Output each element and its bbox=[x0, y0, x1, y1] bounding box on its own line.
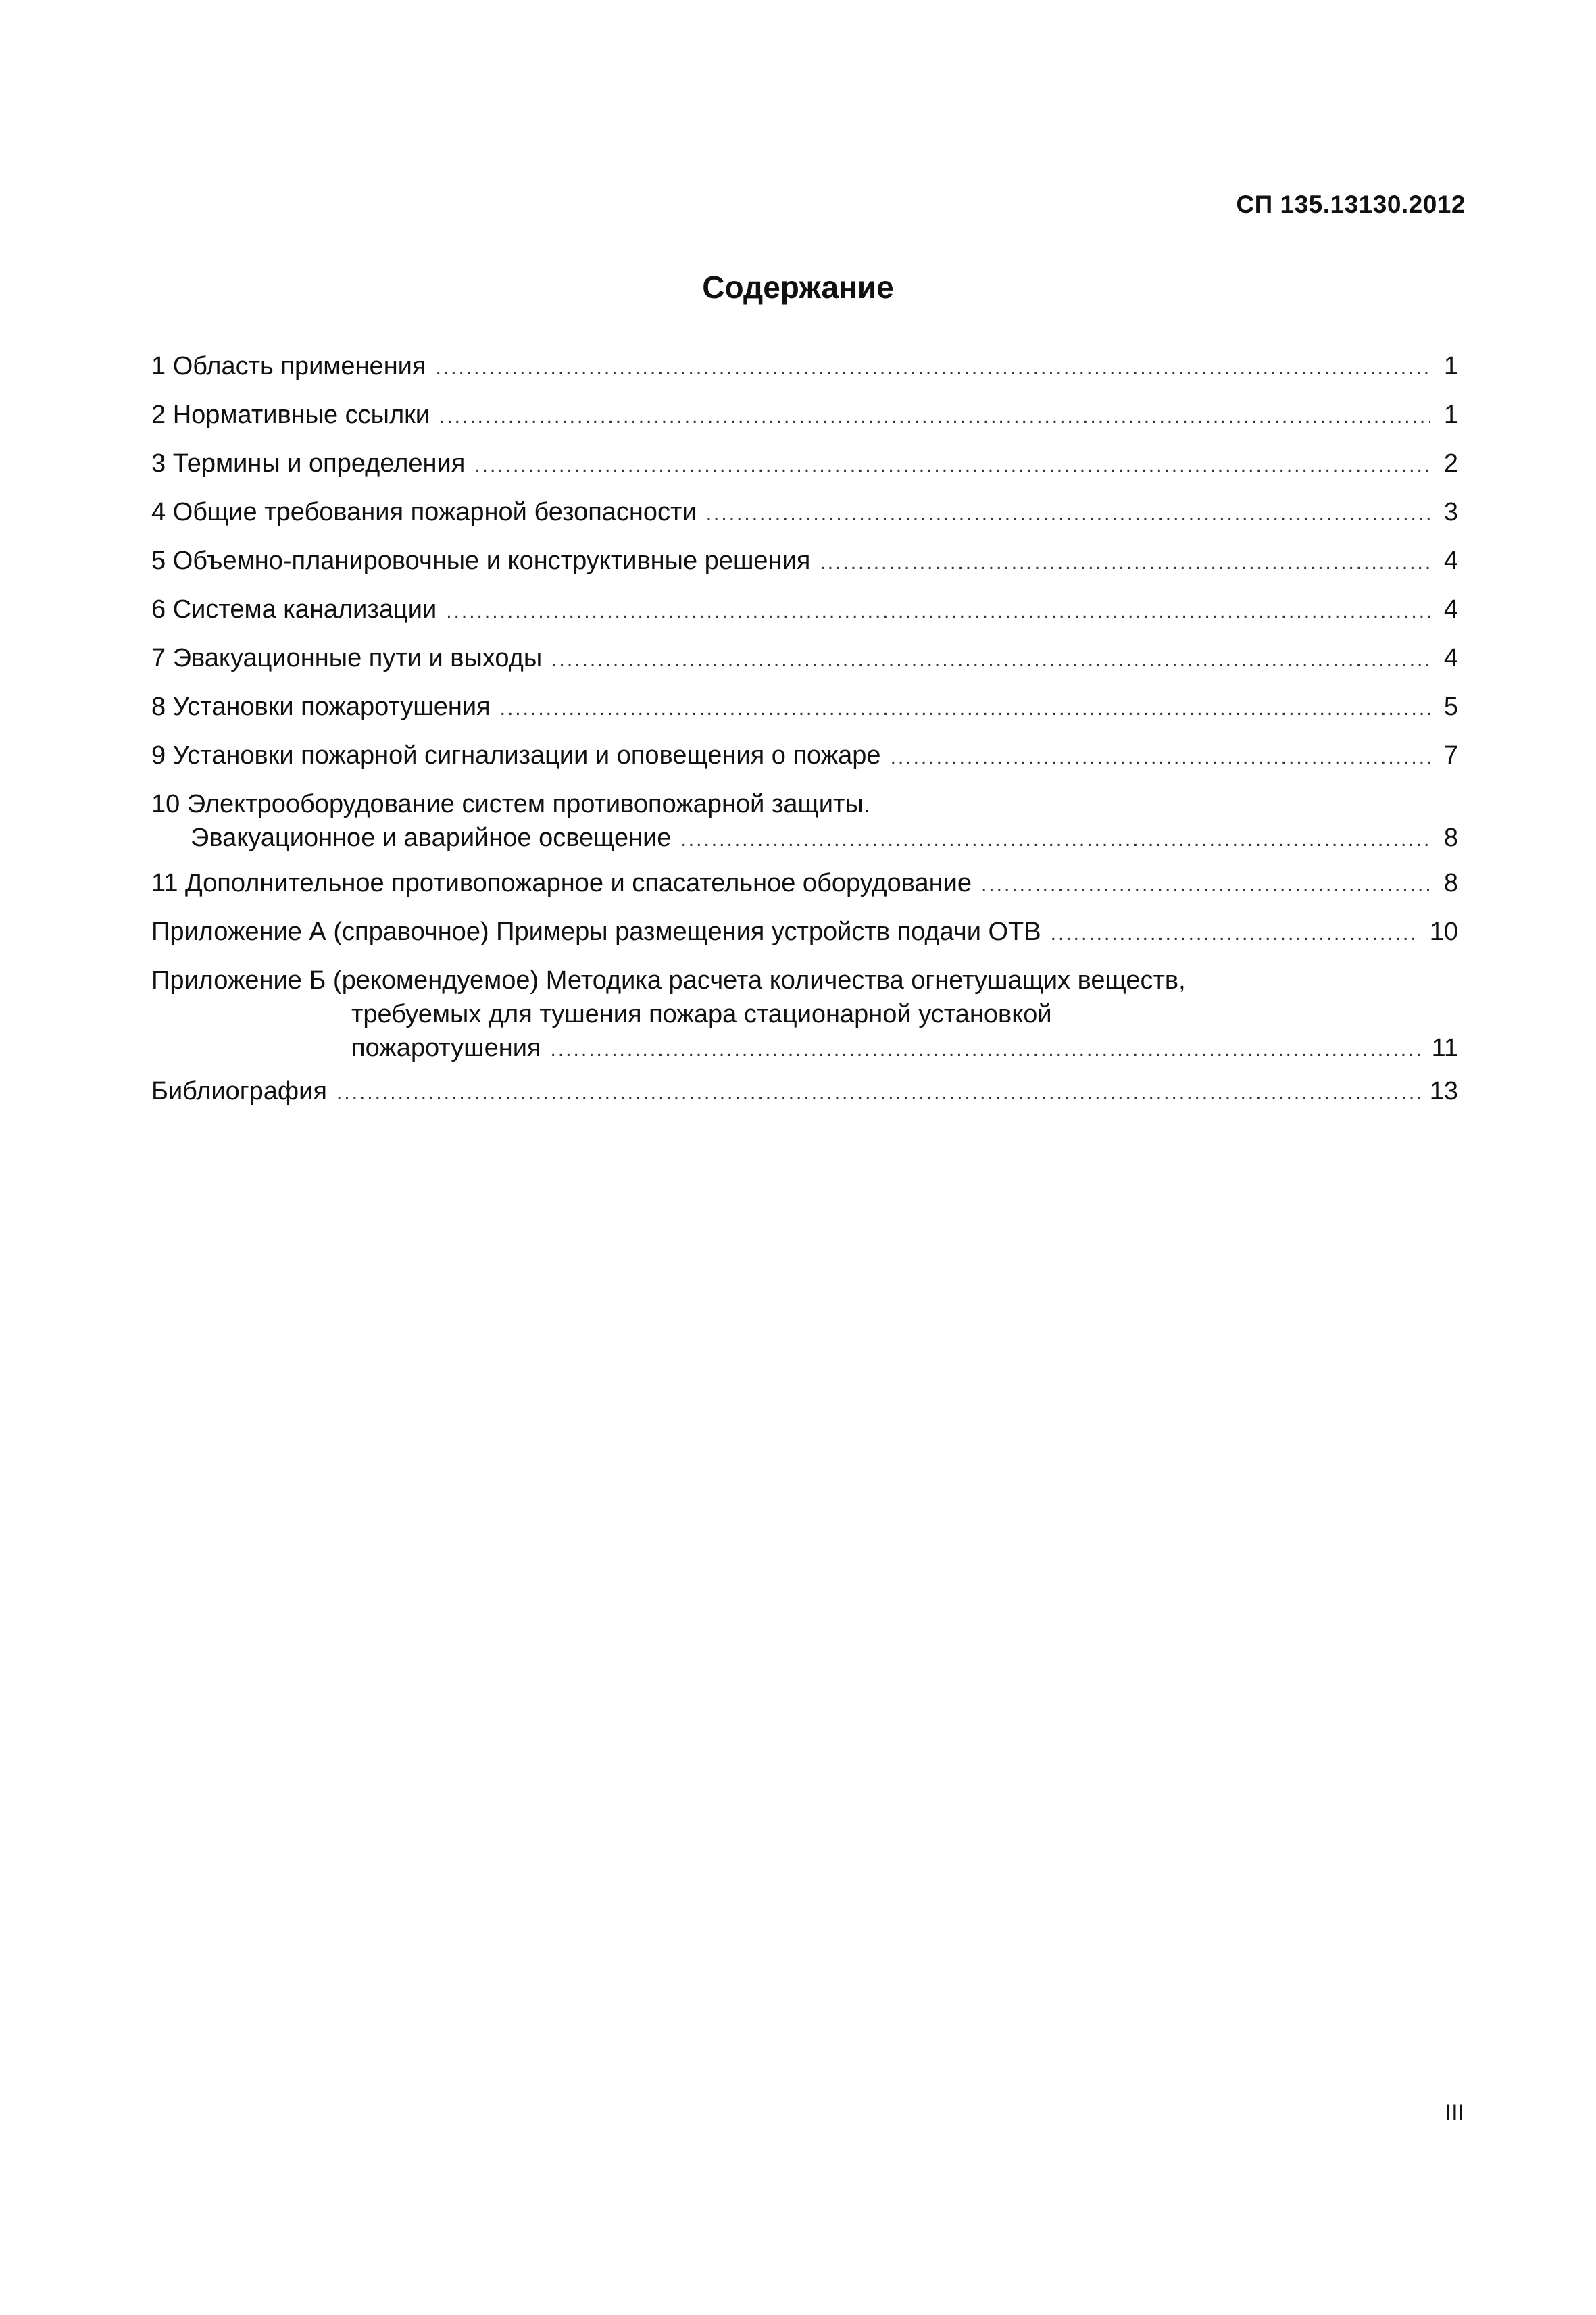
toc-entry-title: Приложение Б (рекомендуемое) Методика расчета количества огнетушащих веществ, bbox=[151, 966, 1186, 995]
toc-entry-page: 1 bbox=[1443, 352, 1458, 380]
toc-entry-page: 4 bbox=[1443, 644, 1458, 672]
toc-entry-title: 5 Объемно-планировочные и конструктивные решения bbox=[151, 547, 811, 575]
toc-entry-page: 2 bbox=[1443, 449, 1458, 478]
dot-leader bbox=[551, 1033, 1422, 1067]
toc-entry-title: 2 Нормативные ссылки bbox=[151, 401, 430, 429]
toc-title: Содержание bbox=[702, 270, 894, 305]
toc-entry-page: 4 bbox=[1443, 547, 1458, 575]
toc-entry-10[interactable] bbox=[151, 787, 1458, 857]
toc-entry-page: 10 bbox=[1429, 918, 1458, 946]
toc-entry-page: 13 bbox=[1429, 1077, 1458, 1105]
dot-leader bbox=[446, 595, 1430, 628]
dot-leader bbox=[981, 868, 1430, 902]
dot-leader bbox=[1051, 917, 1420, 951]
toc-entry-page: 7 bbox=[1443, 741, 1458, 770]
toc-entry-title: Приложение А (справочное) Примеры размещения устройств подачи ОТВ bbox=[151, 918, 1041, 946]
toc-entry-3[interactable] bbox=[151, 447, 1458, 482]
dot-leader bbox=[551, 643, 1430, 677]
toc-entry-title-continuation: пожаротушения bbox=[351, 1034, 541, 1062]
toc-entry-9[interactable] bbox=[151, 739, 1458, 774]
toc-entry-bibliography[interactable] bbox=[151, 1074, 1458, 1110]
toc-entry-page: 11 bbox=[1431, 1034, 1458, 1062]
toc-entry-8[interactable] bbox=[151, 690, 1458, 726]
toc-entry-page: 5 bbox=[1443, 693, 1458, 721]
dot-leader bbox=[474, 449, 1430, 482]
dot-leader bbox=[439, 400, 1430, 434]
toc-entry-title: 1 Область применения bbox=[151, 352, 426, 380]
page-number: III bbox=[1445, 2100, 1464, 2126]
toc-entry-2[interactable] bbox=[151, 398, 1458, 434]
toc-entry-page: 1 bbox=[1443, 401, 1458, 429]
toc-entry-page: 3 bbox=[1443, 498, 1458, 526]
dot-leader bbox=[680, 823, 1430, 857]
toc-entry-page: 4 bbox=[1443, 595, 1458, 624]
toc-entry-title: 3 Термины и определения bbox=[151, 449, 466, 478]
toc-entry-appendix-b[interactable] bbox=[151, 964, 1458, 1067]
toc-entry-title: 4 Общие требования пожарной безопасности bbox=[151, 498, 697, 526]
toc-entry-page: 8 bbox=[1443, 824, 1458, 852]
dot-leader bbox=[500, 692, 1430, 726]
toc-entry-page: 8 bbox=[1443, 869, 1458, 897]
dot-leader bbox=[820, 546, 1430, 580]
toc-entry-title: Библиография bbox=[151, 1077, 327, 1105]
document-code: СП 135.13130.2012 bbox=[1236, 191, 1466, 218]
toc-entry-title: 11 Дополнительное противопожарное и спасательное оборудование bbox=[151, 869, 972, 897]
toc-entry-4[interactable] bbox=[151, 495, 1458, 531]
dot-leader bbox=[336, 1076, 1420, 1110]
toc-entry-title-continuation: Эвакуационное и аварийное освещение bbox=[191, 824, 672, 852]
toc-entry-6[interactable] bbox=[151, 593, 1458, 628]
toc-entry-11[interactable] bbox=[151, 866, 1458, 902]
toc-entry-1[interactable] bbox=[151, 349, 1458, 385]
toc-entry-title: 6 Система канализации bbox=[151, 595, 437, 624]
dot-leader bbox=[891, 741, 1430, 774]
toc-entry-appendix-a[interactable] bbox=[151, 915, 1458, 951]
toc-entry-title: 7 Эвакуационные пути и выходы bbox=[151, 644, 543, 672]
toc-entry-title: 9 Установки пожарной сигнализации и оповещения о пожаре bbox=[151, 741, 881, 770]
dot-leader bbox=[435, 351, 1430, 385]
toc-entry-7[interactable] bbox=[151, 641, 1458, 677]
dot-leader bbox=[706, 497, 1430, 531]
toc-entry-title: 10 Электрооборудование систем противопожарной защиты. bbox=[151, 790, 871, 818]
toc-entry-title: 8 Установки пожаротушения bbox=[151, 693, 491, 721]
toc-entry-5[interactable] bbox=[151, 544, 1458, 580]
toc-entry-title-continuation: требуемых для тушения пожара стационарной установкой bbox=[351, 1000, 1052, 1028]
